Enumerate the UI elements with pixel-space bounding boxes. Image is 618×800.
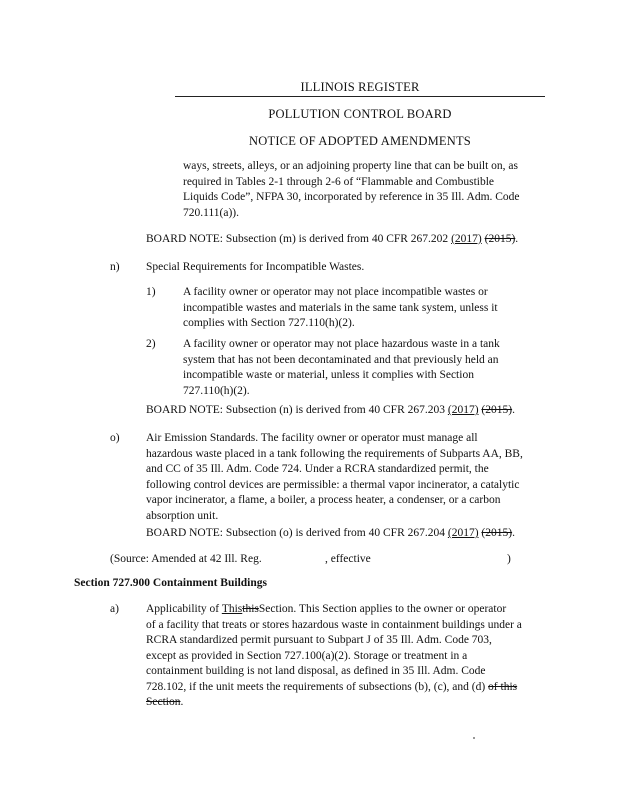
text-line: absorption unit.	[146, 509, 219, 522]
text-line: incompatible waste or material, unless it complies with Section	[183, 369, 474, 381]
note-period: .	[512, 527, 515, 539]
text-run: Section. This Section applies to the owner or operator	[258, 603, 507, 615]
text-line: following control devices are permissible: a thermal vapor incinerator, a catalytic	[146, 478, 520, 491]
text-line: RCRA standardized permit pursuant to Subpart J of 35 Ill. Adm. Code 703,	[146, 634, 492, 646]
text-line	[146, 602, 522, 618]
deleted-word: Section	[146, 696, 181, 708]
inserted-year: (2017)	[447, 404, 479, 416]
subsection-o-text	[146, 431, 523, 524]
subsection-a-label: a)	[110, 603, 119, 615]
header-rule	[175, 96, 545, 97]
note-text: BOARD NOTE: Subsection (n) is derived from 40 CFR 267.203	[146, 404, 445, 416]
item-n1-text	[183, 285, 498, 332]
board-note-o	[146, 526, 515, 542]
item-n2-text	[183, 337, 500, 399]
note-period: .	[512, 404, 515, 416]
text-line: of a facility that treats or stores hazardous waste in containment buildings under a	[146, 618, 522, 631]
inserted-year: (2017)	[447, 527, 479, 539]
source-note-effective: , effective	[325, 553, 371, 565]
deleted-year: (2015)	[481, 404, 513, 416]
inserted-word: This	[221, 603, 243, 615]
register-title: ILLINOIS REGISTER	[300, 80, 420, 94]
subsection-n-label: n)	[110, 261, 120, 273]
source-note-end: )	[507, 553, 511, 565]
item-n2-label: 2)	[146, 338, 156, 350]
text-run: Applicability of	[146, 603, 220, 615]
note-text: BOARD NOTE: Subsection (m) is derived from 40 CFR 267.202	[146, 233, 449, 245]
text-line: A facility owner or operator may not place hazardous waste in a tank	[183, 338, 500, 350]
text-line: system that has not been decontaminated and that previously held an	[183, 353, 499, 366]
text-line: containment building is not land disposal, as defined in 35 Ill. Adm. Code	[146, 665, 486, 677]
subsection-n-title: Special Requirements for Incompatible Wastes.	[146, 261, 365, 273]
text-line	[146, 695, 522, 711]
deleted-year: (2015)	[484, 233, 516, 245]
section-heading: Section 727.900 Containment Buildings	[74, 577, 267, 589]
deleted-phrase: of this	[488, 680, 518, 693]
subsection-m-continuation	[183, 159, 520, 221]
board-note-n	[146, 403, 515, 419]
note-text: BOARD NOTE: Subsection (o) is derived from 40 CFR 267.204	[146, 527, 445, 539]
scan-speck	[473, 737, 475, 739]
notice-title: NOTICE OF ADOPTED AMENDMENTS	[249, 134, 471, 148]
text-line: hazardous waste placed in a tank following the requirements of Subparts AA, BB,	[146, 447, 523, 460]
text-line: and CC of 35 Ill. Adm. Code 724. Under a RCRA standardized permit, the	[146, 463, 489, 475]
text-line: vapor incinerator, a flame, a boiler, a process heater, a condenser, or a carbon	[146, 494, 501, 506]
subsection-o-label: o)	[110, 432, 120, 444]
subsection-a-text	[146, 602, 522, 711]
text-period: .	[180, 696, 184, 708]
deleted-year: (2015)	[481, 527, 513, 539]
deleted-word: this	[242, 603, 259, 615]
text-line: complies with Section 727.110(h)(2).	[183, 317, 355, 329]
text-line: Air Emission Standards. The facility owner or operator must manage all	[146, 432, 478, 444]
text-line: ways, streets, alleys, or an adjoining property line that can be built on, as	[183, 160, 519, 172]
board-note-m	[146, 232, 518, 248]
note-period: .	[515, 233, 519, 245]
text-line: except as provided in Section 727.100(a)(2). Storage or treatment in a	[146, 649, 468, 662]
text-line	[146, 680, 522, 696]
text-line: required in Tables 2-1 through 2-6 of “Flammable and Combustible	[183, 175, 495, 188]
text-line: A facility owner or operator may not place incompatible wastes or	[183, 286, 488, 298]
text-run: 728.102, if the unit meets the requirements of subsections (b), (c), and (d)	[146, 680, 486, 693]
board-title: POLLUTION CONTROL BOARD	[268, 107, 452, 121]
text-line: 727.110(h)(2).	[183, 384, 250, 397]
source-note-start: (Source: Amended at 42 Ill. Reg.	[110, 553, 262, 565]
text-line: 720.111(a)).	[183, 206, 239, 219]
inserted-year: (2017)	[451, 233, 482, 245]
item-n1-label: 1)	[146, 286, 156, 298]
text-line: incompatible wastes and materials in the same tank system, unless it	[183, 301, 498, 314]
text-line: Liquids Code”, NFPA 30, incorporated by reference in 35 Ill. Adm. Code	[183, 191, 520, 203]
